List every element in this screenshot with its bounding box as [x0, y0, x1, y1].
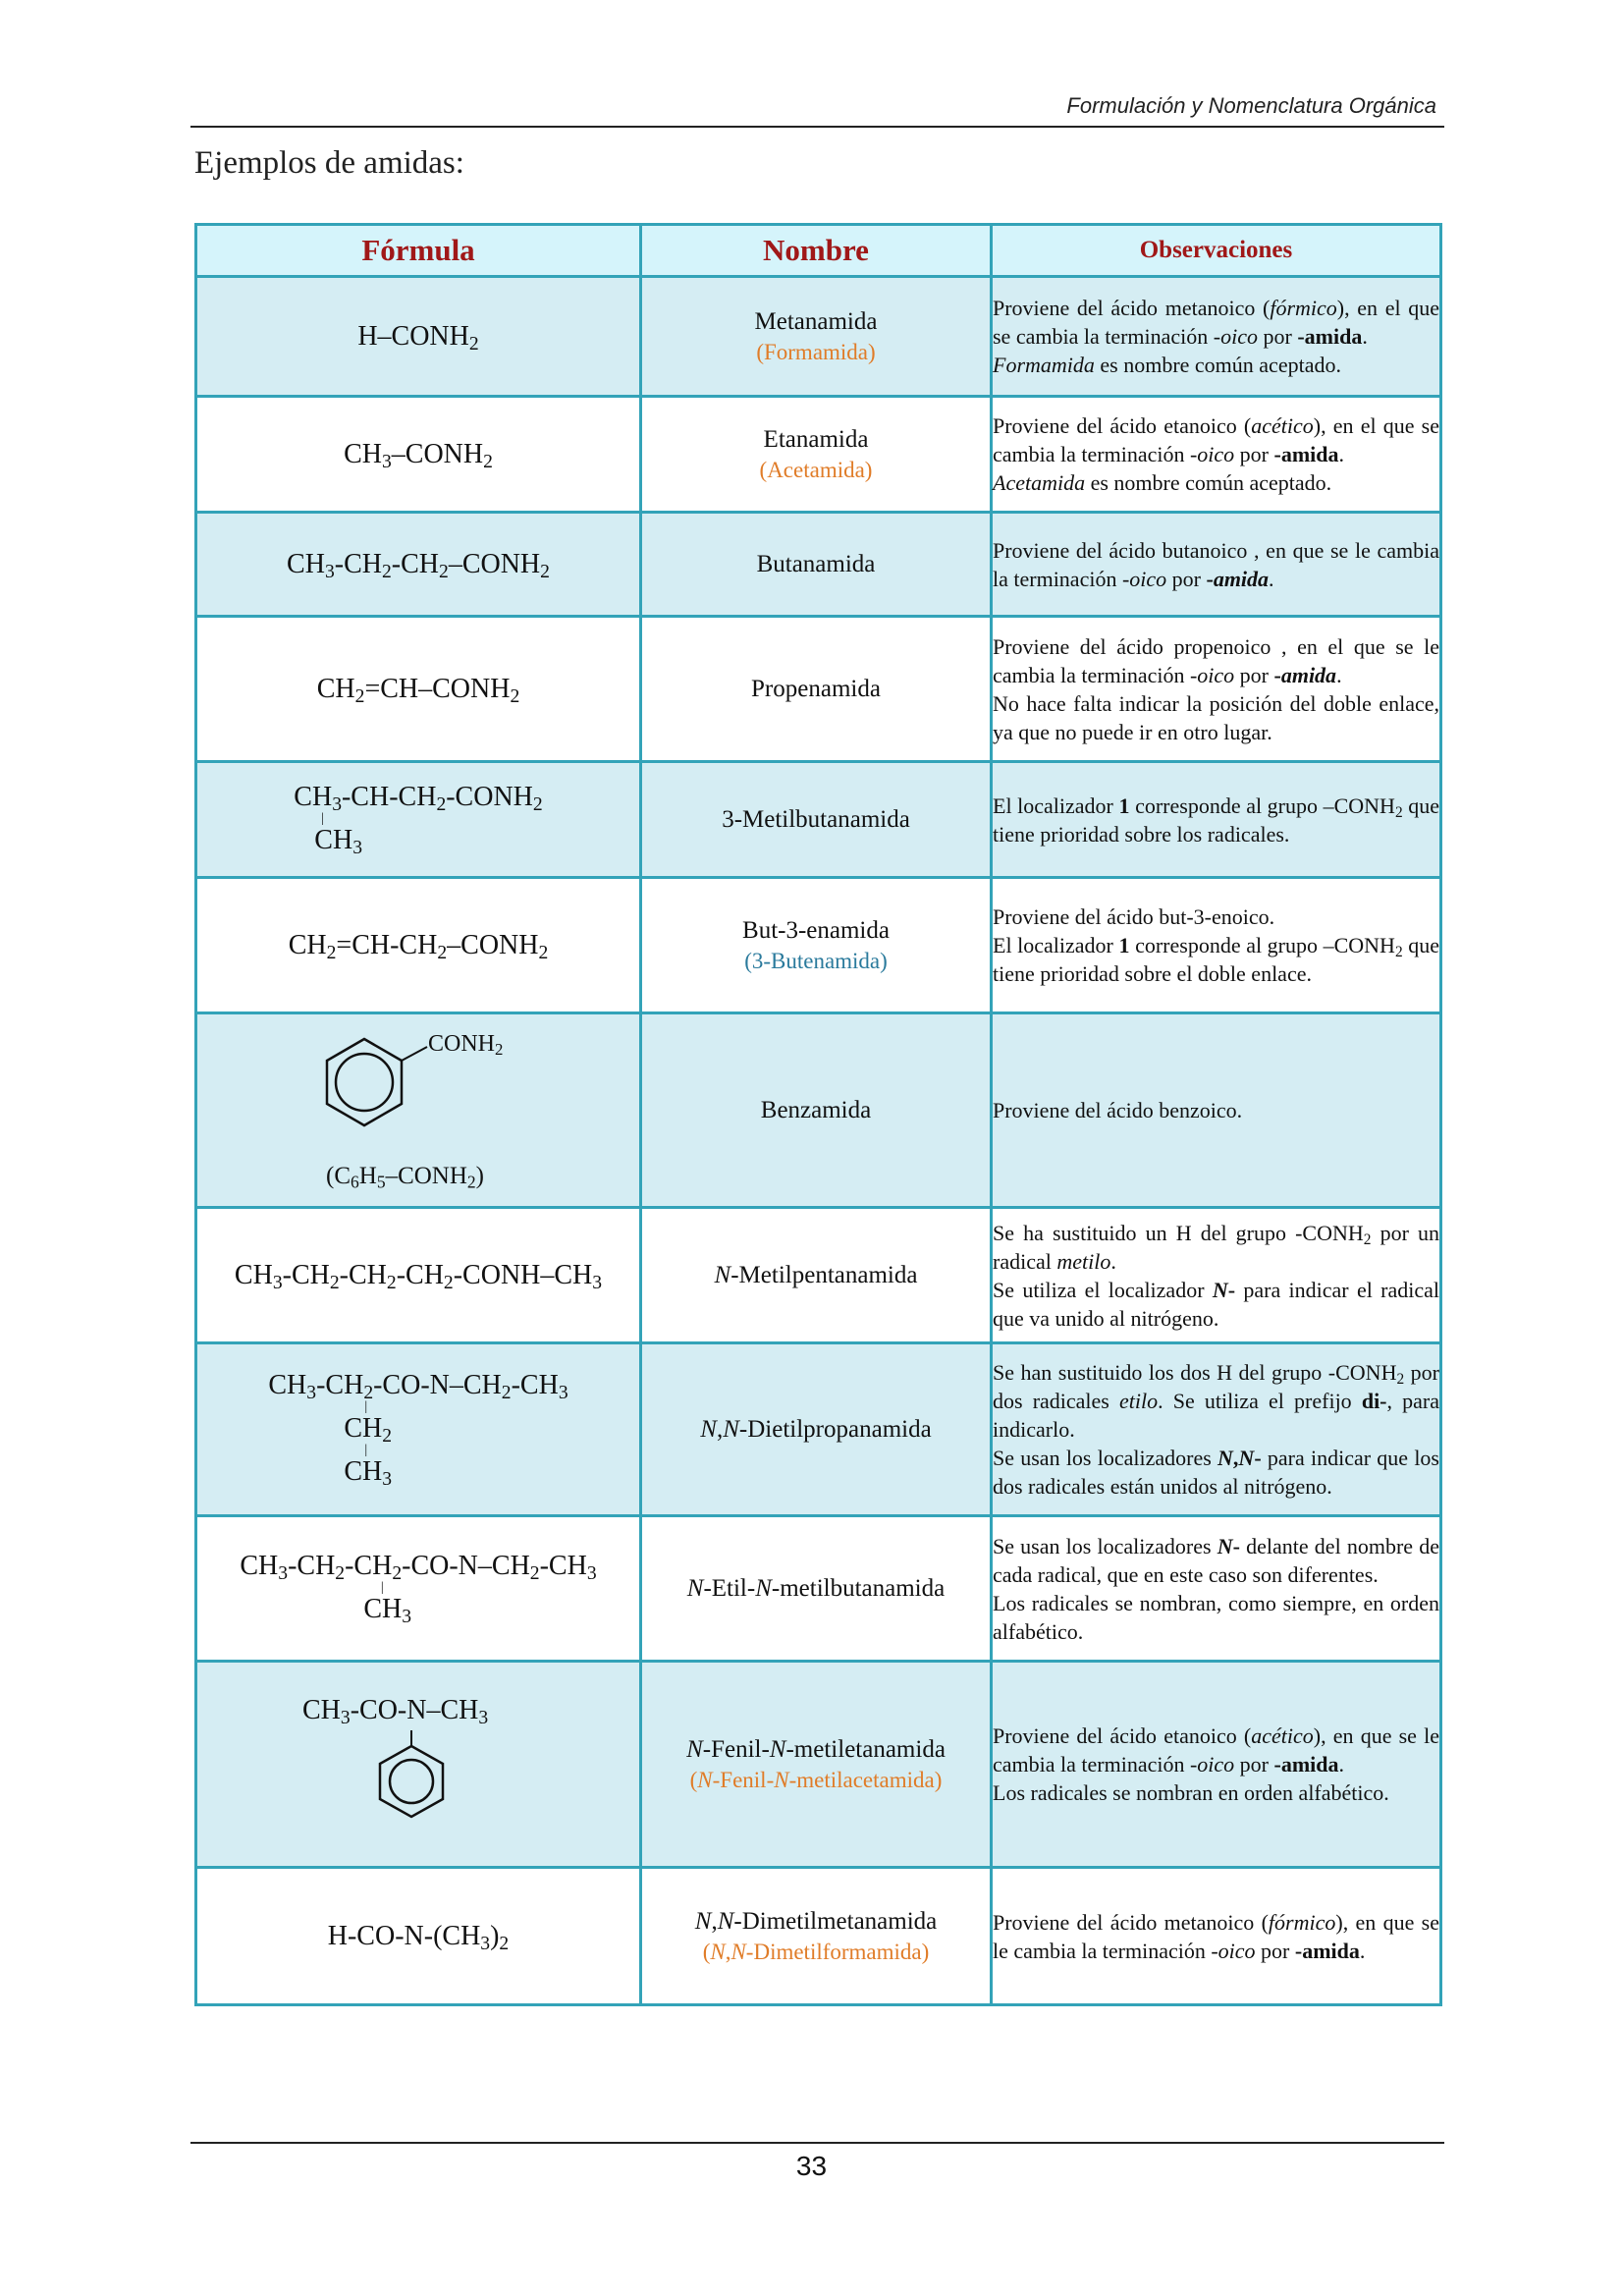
observaciones-cell [992, 1013, 1441, 1208]
observaciones-cell: Proviene del ácido butanoico , en que se le cambia la terminación -oico por -amida. [992, 513, 1441, 617]
observaciones-cell: Se han sustituido los dos H del grupo $-CONH_2$ por dos radicales etilo. Se utiliza el prefijo di-, para indicarlo. Se usan los localizadores N,N- para indicar que los dos radicales están unidos al nitrógeno. [992, 1343, 1441, 1516]
observaciones-cell: Proviene del ácido metanoico (fórmico), en que se le cambia la terminación -oico por -amida. [992, 1868, 1441, 2005]
formula-cell: $CH_2=CH-CH_2-CONH_2$ [196, 878, 641, 1013]
nombre-cell [641, 1516, 992, 1662]
nombre-iupac: Metanamida [754, 307, 878, 335]
table-row [196, 1013, 1441, 1208]
nombre-cell [641, 617, 992, 762]
observaciones-cell: Proviene del ácido etanoico (acético), en el que se cambia la terminación -oico por -amida. Acetamida es nombre común aceptado. [992, 397, 1441, 513]
comun-suffix: -metilacetamida) [788, 1767, 943, 1792]
benzamide-structure [291, 1027, 546, 1194]
comun-suffix: -Dimetilformamida) [745, 1939, 930, 1964]
table-row [196, 1662, 1441, 1868]
nombre-iupac: Etanamida [763, 425, 869, 453]
formula-cell: $CH_3-CONH_2$ [196, 397, 641, 513]
nombre-iupac: Benzamida [760, 1097, 872, 1123]
formula-cell [196, 1662, 641, 1868]
nombre-comun: (N,N-Dimetilformamida) [702, 1939, 930, 1964]
benzene-ring-icon [291, 1027, 546, 1155]
table-row [196, 397, 1441, 513]
nombre-cell [641, 1343, 992, 1516]
observaciones-cell: Proviene del ácido metanoico (fórmico), en el que se cambia la terminación -oico por -amida. Formamida es nombre común aceptado. [992, 277, 1441, 397]
header-nombre: Nombre [641, 225, 992, 277]
nombre-iupac: But-3-enamida [742, 916, 890, 944]
observaciones-cell: Se usan los localizadores N- delante del nombre de cada radical, que en este caso son diferentes. Los radicales se nombran, como siempre, en orden alfabético. [992, 1516, 1441, 1662]
nombre-suffix: -Dietilpropanamida [738, 1416, 932, 1443]
nombre-iupac: Butanamida [756, 551, 876, 577]
nombre-mid: -Etil- [703, 1575, 756, 1602]
structural-formula: $CH_3-CH_2-CO-N-CH_2-CH_3$ | $CH_2$ | $CH_3$ [268, 1370, 568, 1490]
comun-mid: -Fenil- [712, 1767, 775, 1792]
formula-cell [196, 1013, 641, 1208]
nombre-iupac: N-Fenil-N-metiletanamida [686, 1735, 946, 1763]
section-title: Ejemplos de amidas: [194, 145, 464, 181]
formula-cell: $H-CO-N-(CH_3)_2$ [196, 1868, 641, 2005]
table-row [196, 1343, 1441, 1516]
nombre-iupac: Propenamida [751, 676, 881, 702]
formula-cell [196, 1516, 641, 1662]
nombre-comun: (Formamida) [756, 339, 876, 364]
footer-rule [190, 2142, 1444, 2144]
formula-cell [196, 1343, 641, 1516]
nombre-suffix: -Dimetilmetanamida [733, 1907, 938, 1935]
header-rule [190, 126, 1444, 128]
nombre-iupac: N-Etil-N-metilbutanamida [686, 1575, 946, 1602]
nombre-comun: (N-Fenil-N-metilacetamida) [689, 1767, 943, 1792]
observaciones-cell: Proviene del ácido propenoico , en el que se le cambia la terminación -oico por -amida. No hace falta indicar la posición del doble enlace, ya que no puede ir en otro lugar. [992, 617, 1441, 762]
formula-cell: $H-CONH_2$ [196, 277, 641, 397]
formula-cell: $CH_3-CH_2-CH_2-CH_2-CONH-CH_3$ [196, 1208, 641, 1343]
table-row [196, 277, 1441, 397]
nombre-cell [641, 1662, 992, 1868]
nombre-cell [641, 1013, 992, 1208]
nombre-iupac: N,N-Dietilpropanamida [700, 1416, 932, 1443]
observaciones-cell: El localizador 1 corresponde al grupo $-CONH_2$ que tiene prioridad sobre los radicales. [992, 762, 1441, 878]
formula-cell: $CH_2=CH-CONH_2$ [196, 617, 641, 762]
observaciones-cell: Proviene del ácido etanoico (acético), en que se le cambia la terminación -oico por -amida. Los radicales se nombran en orden alfabético. [992, 1662, 1441, 1868]
nombre-suffix: -Metilpentanamida [730, 1262, 918, 1288]
table-row [196, 762, 1441, 878]
nombre-iupac: 3-Metilbutanamida [722, 806, 910, 833]
amides-table [194, 223, 1442, 2006]
header-observaciones: Observaciones [992, 225, 1441, 277]
nombre-comun: (Acetamida) [759, 457, 873, 482]
nombre-cell [641, 1868, 992, 2005]
table-row [196, 1208, 1441, 1343]
nombre-comun: (3-Butenamida) [744, 948, 888, 973]
running-header: Formulación y Nomenclatura Orgánica [1066, 93, 1436, 118]
table-row [196, 1516, 1441, 1662]
nombre-cell [641, 513, 992, 617]
condensed-formula: $CH_3-CO-N-CH_3$ [302, 1694, 489, 1728]
table-row [196, 1868, 1441, 2005]
nombre-cell [641, 878, 992, 1013]
nombre-iupac: N,N-Dimetilmetanamida [694, 1907, 938, 1935]
table-row [196, 513, 1441, 617]
observacion-text: Proviene del ácido benzoico. [993, 1098, 1243, 1122]
benzene-ring-icon [291, 1691, 546, 1838]
nombre-cell [641, 277, 992, 397]
nombre-suffix: -metiletanamida [785, 1735, 946, 1763]
header-formula: Fórmula [196, 225, 641, 277]
nombre-iupac: N-Metilpentanamida [714, 1262, 918, 1288]
nombre-mid: -Fenil- [702, 1735, 770, 1763]
nombre-cell [641, 397, 992, 513]
formula-cell: $CH_3-CH_2-CH_2-CONH_2$ [196, 513, 641, 617]
structural-formula: $CH_3-CH-CH_2-CONH_2$ | $CH_3$ [294, 782, 543, 858]
structural-formula: $CH_3-CH_2-CH_2-CO-N-CH_2-CH_3$ | $CH_3$ [240, 1551, 597, 1627]
n-fenil-structure [291, 1691, 546, 1838]
observaciones-cell: Se ha sustituido un H del grupo $-CONH_2$ por un radical metilo. Se utiliza el localizador N- para indicar el radical que va unido al nitrógeno. [992, 1208, 1441, 1343]
page-number: 33 [795, 2151, 828, 2181]
nombre-cell [641, 762, 992, 878]
formula-cell [196, 762, 641, 878]
condensed-formula: $(C_6H_5-CONH_2)$ [326, 1162, 484, 1191]
conh2-substituent: $CONH_2$ [428, 1030, 504, 1059]
table-row [196, 878, 1441, 1013]
table-row [196, 617, 1441, 762]
observaciones-cell: Proviene del ácido but-3-enoico. El localizador 1 corresponde al grupo $-CONH_2$ que tiene prioridad sobre el doble enlace. [992, 878, 1441, 1013]
nombre-suffix: -metilbutanamida [771, 1575, 946, 1602]
nombre-cell [641, 1208, 992, 1343]
